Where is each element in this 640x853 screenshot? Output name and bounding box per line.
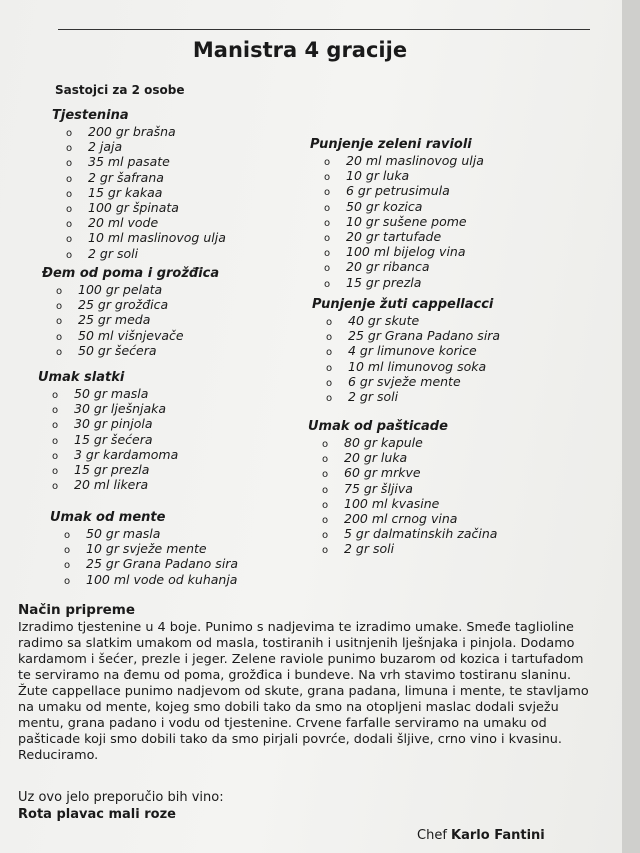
method-line: Žute cappellace punimo nadjevom od skute, grana padana, limuna i mente, te stavljamo bbox=[18, 684, 589, 699]
ingredient-text: 25 gr grožđica bbox=[78, 297, 169, 313]
ingredient-item bbox=[324, 199, 484, 214]
ingredient-text: 80 gr kapule bbox=[344, 435, 423, 450]
ingredient-text: 200 gr brašna bbox=[88, 124, 176, 139]
section-heading: Umak od mente bbox=[50, 510, 166, 525]
bullet-icon: o bbox=[52, 420, 59, 432]
background-edge bbox=[622, 0, 640, 853]
ingredient-text: 20 ml likera bbox=[74, 477, 149, 493]
ingredient-item bbox=[326, 374, 500, 389]
bullet-icon: o bbox=[52, 465, 59, 477]
ingredient-item bbox=[66, 230, 226, 245]
ingredient-item bbox=[64, 556, 238, 571]
ingredient-text: 25 gr Grana Padano sira bbox=[348, 328, 501, 344]
method-line: pašticade koji smo dobili tako da smo pirjali povrće, dodali šljive, crno vino i kvasinu. bbox=[18, 732, 562, 747]
ingredient-text: 15 gr šećera bbox=[74, 431, 153, 447]
ingredient-item bbox=[322, 541, 497, 556]
method-line: Reduciramo. bbox=[18, 748, 99, 763]
bullet-icon: o bbox=[56, 286, 63, 297]
bullet-icon: o bbox=[52, 450, 59, 462]
ingredient-item bbox=[52, 416, 178, 431]
ingredient-text: 10 ml maslinovog ulja bbox=[88, 230, 226, 246]
ingredient-item bbox=[324, 244, 484, 259]
section-heading: Punjenje zeleni ravioli bbox=[310, 137, 472, 152]
ingredient-text: 15 gr prezla bbox=[346, 274, 422, 290]
ingredient-item bbox=[66, 139, 226, 154]
ingredient-text: 25 gr meda bbox=[78, 312, 151, 328]
bullet-icon: o bbox=[326, 347, 333, 359]
bullet-icon: o bbox=[324, 248, 331, 260]
ingredient-text: 3 gr kardamoma bbox=[74, 446, 179, 462]
ingredient-item bbox=[56, 297, 219, 312]
bullet-icon: o bbox=[322, 499, 329, 511]
ingredient-text: 10 gr luka bbox=[346, 168, 410, 184]
ingredient-text: 100 gr špinata bbox=[88, 199, 179, 215]
ingredient-text: 2 gr soli bbox=[344, 541, 395, 557]
chef-prefix: Chef bbox=[417, 828, 447, 843]
bullet-icon: o bbox=[324, 157, 331, 168]
ingredient-item bbox=[66, 200, 226, 215]
bullet-icon: o bbox=[324, 278, 331, 290]
ingredient-item bbox=[322, 435, 497, 450]
ingredient-item bbox=[322, 496, 497, 511]
wine-recommendation bbox=[18, 789, 224, 823]
top-rule bbox=[58, 29, 590, 30]
bullet-icon: o bbox=[322, 530, 329, 542]
method-line: kardamom i šećer, prezle i jeger. Zelene raviole punimo buzarom od kozica i tartufadom bbox=[18, 652, 584, 667]
ingredient-text: 2 gr šafrana bbox=[88, 169, 164, 185]
ingredient-item bbox=[66, 154, 226, 169]
ingredient-text: 6 gr svježe mente bbox=[348, 373, 461, 389]
bullet-icon: o bbox=[66, 128, 73, 139]
ingredient-item bbox=[52, 477, 178, 492]
method-line: te serviramo na đemu od poma, grožđica i bundeve. Na vrh stavimo tostiranu slaninu. bbox=[18, 668, 572, 683]
ingredient-section bbox=[42, 266, 219, 358]
ingredient-list bbox=[312, 313, 500, 404]
bullet-icon: o bbox=[324, 202, 331, 214]
method-line: Izradimo tjestenine u 4 boje. Punimo s nadjevima te izradimo umake. Smeđe taglioline bbox=[18, 620, 574, 635]
ingredient-text: 50 ml višnjevače bbox=[78, 327, 184, 343]
ingredient-list bbox=[52, 124, 226, 261]
bullet-icon: o bbox=[66, 249, 73, 261]
ingredient-text: 5 gr dalmatinskih začina bbox=[344, 526, 498, 542]
bullet-icon: o bbox=[326, 332, 333, 344]
ingredient-item bbox=[322, 481, 497, 496]
ingredient-item bbox=[56, 312, 219, 327]
ingredient-item bbox=[66, 170, 226, 185]
method-line: radimo sa slatkim umakom od masla, tostiranih i usitnjenih lješnjaka i pinjola. Dodamo bbox=[18, 636, 575, 651]
ingredient-list bbox=[50, 526, 238, 587]
ingredient-text: 50 gr masla bbox=[74, 386, 149, 401]
ingredient-item bbox=[324, 275, 484, 290]
ingredient-text: 10 ml limunovog soka bbox=[348, 358, 487, 374]
ingredient-text: 50 gr šećera bbox=[78, 342, 157, 358]
bullet-icon: o bbox=[52, 390, 59, 401]
bullet-icon: o bbox=[66, 158, 73, 170]
bullet-icon: o bbox=[66, 143, 73, 155]
ingredient-item bbox=[326, 328, 500, 343]
chef-signature bbox=[417, 828, 545, 843]
ingredient-text: 50 gr kozica bbox=[346, 198, 423, 214]
bullet-icon: o bbox=[64, 575, 71, 587]
ingredient-item bbox=[322, 465, 497, 480]
ingredient-text: 20 gr ribanca bbox=[346, 259, 430, 275]
ingredient-item bbox=[326, 389, 500, 404]
bullet-icon: o bbox=[326, 377, 333, 389]
ingredient-item bbox=[52, 401, 178, 416]
ingredient-item bbox=[56, 343, 219, 358]
ingredient-item bbox=[324, 229, 484, 244]
method-heading: Način pripreme bbox=[18, 602, 135, 618]
bullet-icon: o bbox=[52, 481, 59, 493]
wine-intro: Uz ovo jelo preporučio bih vino: bbox=[18, 790, 224, 805]
bullet-icon: o bbox=[322, 439, 329, 450]
bullet-icon: o bbox=[64, 545, 71, 557]
ingredient-text: 20 gr luka bbox=[344, 450, 408, 466]
section-heading: Đem od poma i grožđica bbox=[42, 266, 220, 281]
ingredient-item bbox=[326, 343, 500, 358]
ingredient-text: 15 gr prezla bbox=[74, 461, 150, 477]
ingredient-item bbox=[66, 215, 226, 230]
ingredient-item bbox=[64, 526, 238, 541]
ingredient-list bbox=[310, 153, 484, 290]
ingredient-item bbox=[324, 153, 484, 168]
method-text bbox=[18, 620, 618, 764]
bullet-icon: o bbox=[56, 331, 63, 343]
ingredient-item bbox=[324, 183, 484, 198]
ingredient-item bbox=[52, 386, 178, 401]
ingredient-list bbox=[38, 386, 178, 492]
bullet-icon: o bbox=[66, 234, 73, 246]
bullet-icon: o bbox=[322, 514, 329, 526]
ingredient-item bbox=[326, 313, 500, 328]
ingredient-text: 100 ml kvasine bbox=[344, 495, 440, 511]
bullet-icon: o bbox=[52, 435, 59, 447]
ingredient-item bbox=[52, 447, 178, 462]
bullet-icon: o bbox=[56, 301, 63, 313]
ingredient-item bbox=[66, 124, 226, 139]
ingredient-text: 40 gr skute bbox=[348, 313, 420, 328]
ingredient-section bbox=[308, 419, 497, 557]
ingredient-item bbox=[322, 526, 497, 541]
ingredient-list bbox=[42, 282, 219, 358]
ingredient-item bbox=[324, 168, 484, 183]
ingredient-list bbox=[308, 435, 497, 557]
ingredient-item bbox=[324, 214, 484, 229]
ingredient-text: 60 gr mrkve bbox=[344, 465, 421, 481]
bullet-icon: o bbox=[322, 469, 329, 481]
ingredient-text: 25 gr Grana Padano sira bbox=[86, 556, 239, 572]
method-line: na umaku od mente, kojeg smo dobili tako da smo na otopljeni maslac dodali svježu bbox=[18, 700, 559, 715]
section-heading: Umak od pašticade bbox=[308, 419, 448, 434]
ingredient-text: 100 ml vode od kuhanja bbox=[86, 571, 238, 587]
ingredient-text: 10 gr svježe mente bbox=[86, 541, 207, 557]
bullet-icon: o bbox=[326, 392, 333, 404]
ingredient-section bbox=[52, 108, 226, 261]
recipe-title: Manistra 4 gracije bbox=[192, 38, 408, 62]
ingredient-text: 15 gr kakaa bbox=[88, 184, 163, 200]
ingredient-item bbox=[326, 359, 500, 374]
bullet-icon: o bbox=[324, 217, 331, 229]
ingredient-text: 35 ml pasate bbox=[88, 154, 170, 170]
method-line: mentu, grana padano i vodu od tjestenine. Crvene farfalle serviramo na umaku od bbox=[18, 716, 547, 731]
bullet-icon: o bbox=[326, 362, 333, 374]
bullet-icon: o bbox=[322, 484, 329, 496]
section-heading: Umak slatki bbox=[38, 370, 125, 385]
ingredient-text: 20 ml vode bbox=[88, 215, 159, 231]
bullet-icon: o bbox=[66, 173, 73, 185]
ingredient-text: 20 ml maslinovog ulja bbox=[346, 153, 484, 168]
servings-label: Sastojci za 2 osobe bbox=[55, 83, 185, 97]
method-section bbox=[18, 602, 618, 764]
ingredient-section bbox=[50, 510, 238, 587]
ingredient-text: 75 gr šljiva bbox=[344, 480, 413, 496]
ingredient-text: 6 gr petrusimula bbox=[346, 183, 450, 199]
bullet-icon: o bbox=[56, 316, 63, 328]
ingredient-text: 20 gr tartufade bbox=[346, 228, 442, 244]
bullet-icon: o bbox=[66, 219, 73, 231]
ingredient-item bbox=[324, 259, 484, 274]
ingredient-text: 4 gr limunove korice bbox=[348, 343, 477, 359]
bullet-icon: o bbox=[66, 203, 73, 215]
bullet-icon: o bbox=[326, 317, 333, 328]
ingredient-text: 200 ml crnog vina bbox=[344, 510, 458, 526]
section-heading: Punjenje žuti cappellacci bbox=[312, 297, 494, 312]
ingredient-item bbox=[64, 541, 238, 556]
ingredient-item bbox=[322, 511, 497, 526]
ingredient-item bbox=[52, 432, 178, 447]
ingredient-text: 30 gr lješnjaka bbox=[74, 401, 167, 417]
ingredient-item bbox=[56, 282, 219, 297]
ingredient-item bbox=[52, 462, 178, 477]
ingredient-item bbox=[66, 246, 226, 261]
ingredient-text: 2 gr soli bbox=[348, 388, 399, 404]
ingredient-text: 30 gr pinjola bbox=[74, 416, 153, 432]
bullet-icon: o bbox=[64, 560, 71, 572]
ingredient-text: 50 gr masla bbox=[86, 526, 161, 541]
ingredient-text: 100 ml bijelog vina bbox=[346, 244, 466, 260]
bullet-icon: o bbox=[324, 232, 331, 244]
bullet-icon: o bbox=[324, 172, 331, 184]
ingredient-item bbox=[64, 572, 238, 587]
ingredient-text: 2 gr soli bbox=[88, 245, 139, 261]
ingredient-section bbox=[38, 370, 178, 492]
bullet-icon: o bbox=[322, 454, 329, 466]
ingredient-text: 2 jaja bbox=[88, 139, 123, 155]
bullet-icon: o bbox=[64, 530, 71, 541]
bullet-icon: o bbox=[66, 188, 73, 200]
chef-name: Karlo Fantini bbox=[451, 828, 545, 843]
wine-name: Rota plavac mali roze bbox=[18, 807, 176, 822]
ingredient-item bbox=[56, 328, 219, 343]
ingredient-text: 100 gr pelata bbox=[78, 282, 163, 297]
bullet-icon: o bbox=[322, 545, 329, 557]
ingredient-item bbox=[322, 450, 497, 465]
ingredient-item bbox=[66, 185, 226, 200]
bullet-icon: o bbox=[324, 187, 331, 199]
ingredient-section bbox=[310, 137, 484, 290]
section-heading: Tjestenina bbox=[52, 108, 129, 123]
ingredient-text: 10 gr sušene pome bbox=[346, 213, 467, 229]
ingredient-section bbox=[312, 297, 500, 404]
bullet-icon: o bbox=[52, 405, 59, 417]
bullet-icon: o bbox=[56, 346, 63, 358]
bullet-icon: o bbox=[324, 263, 331, 275]
